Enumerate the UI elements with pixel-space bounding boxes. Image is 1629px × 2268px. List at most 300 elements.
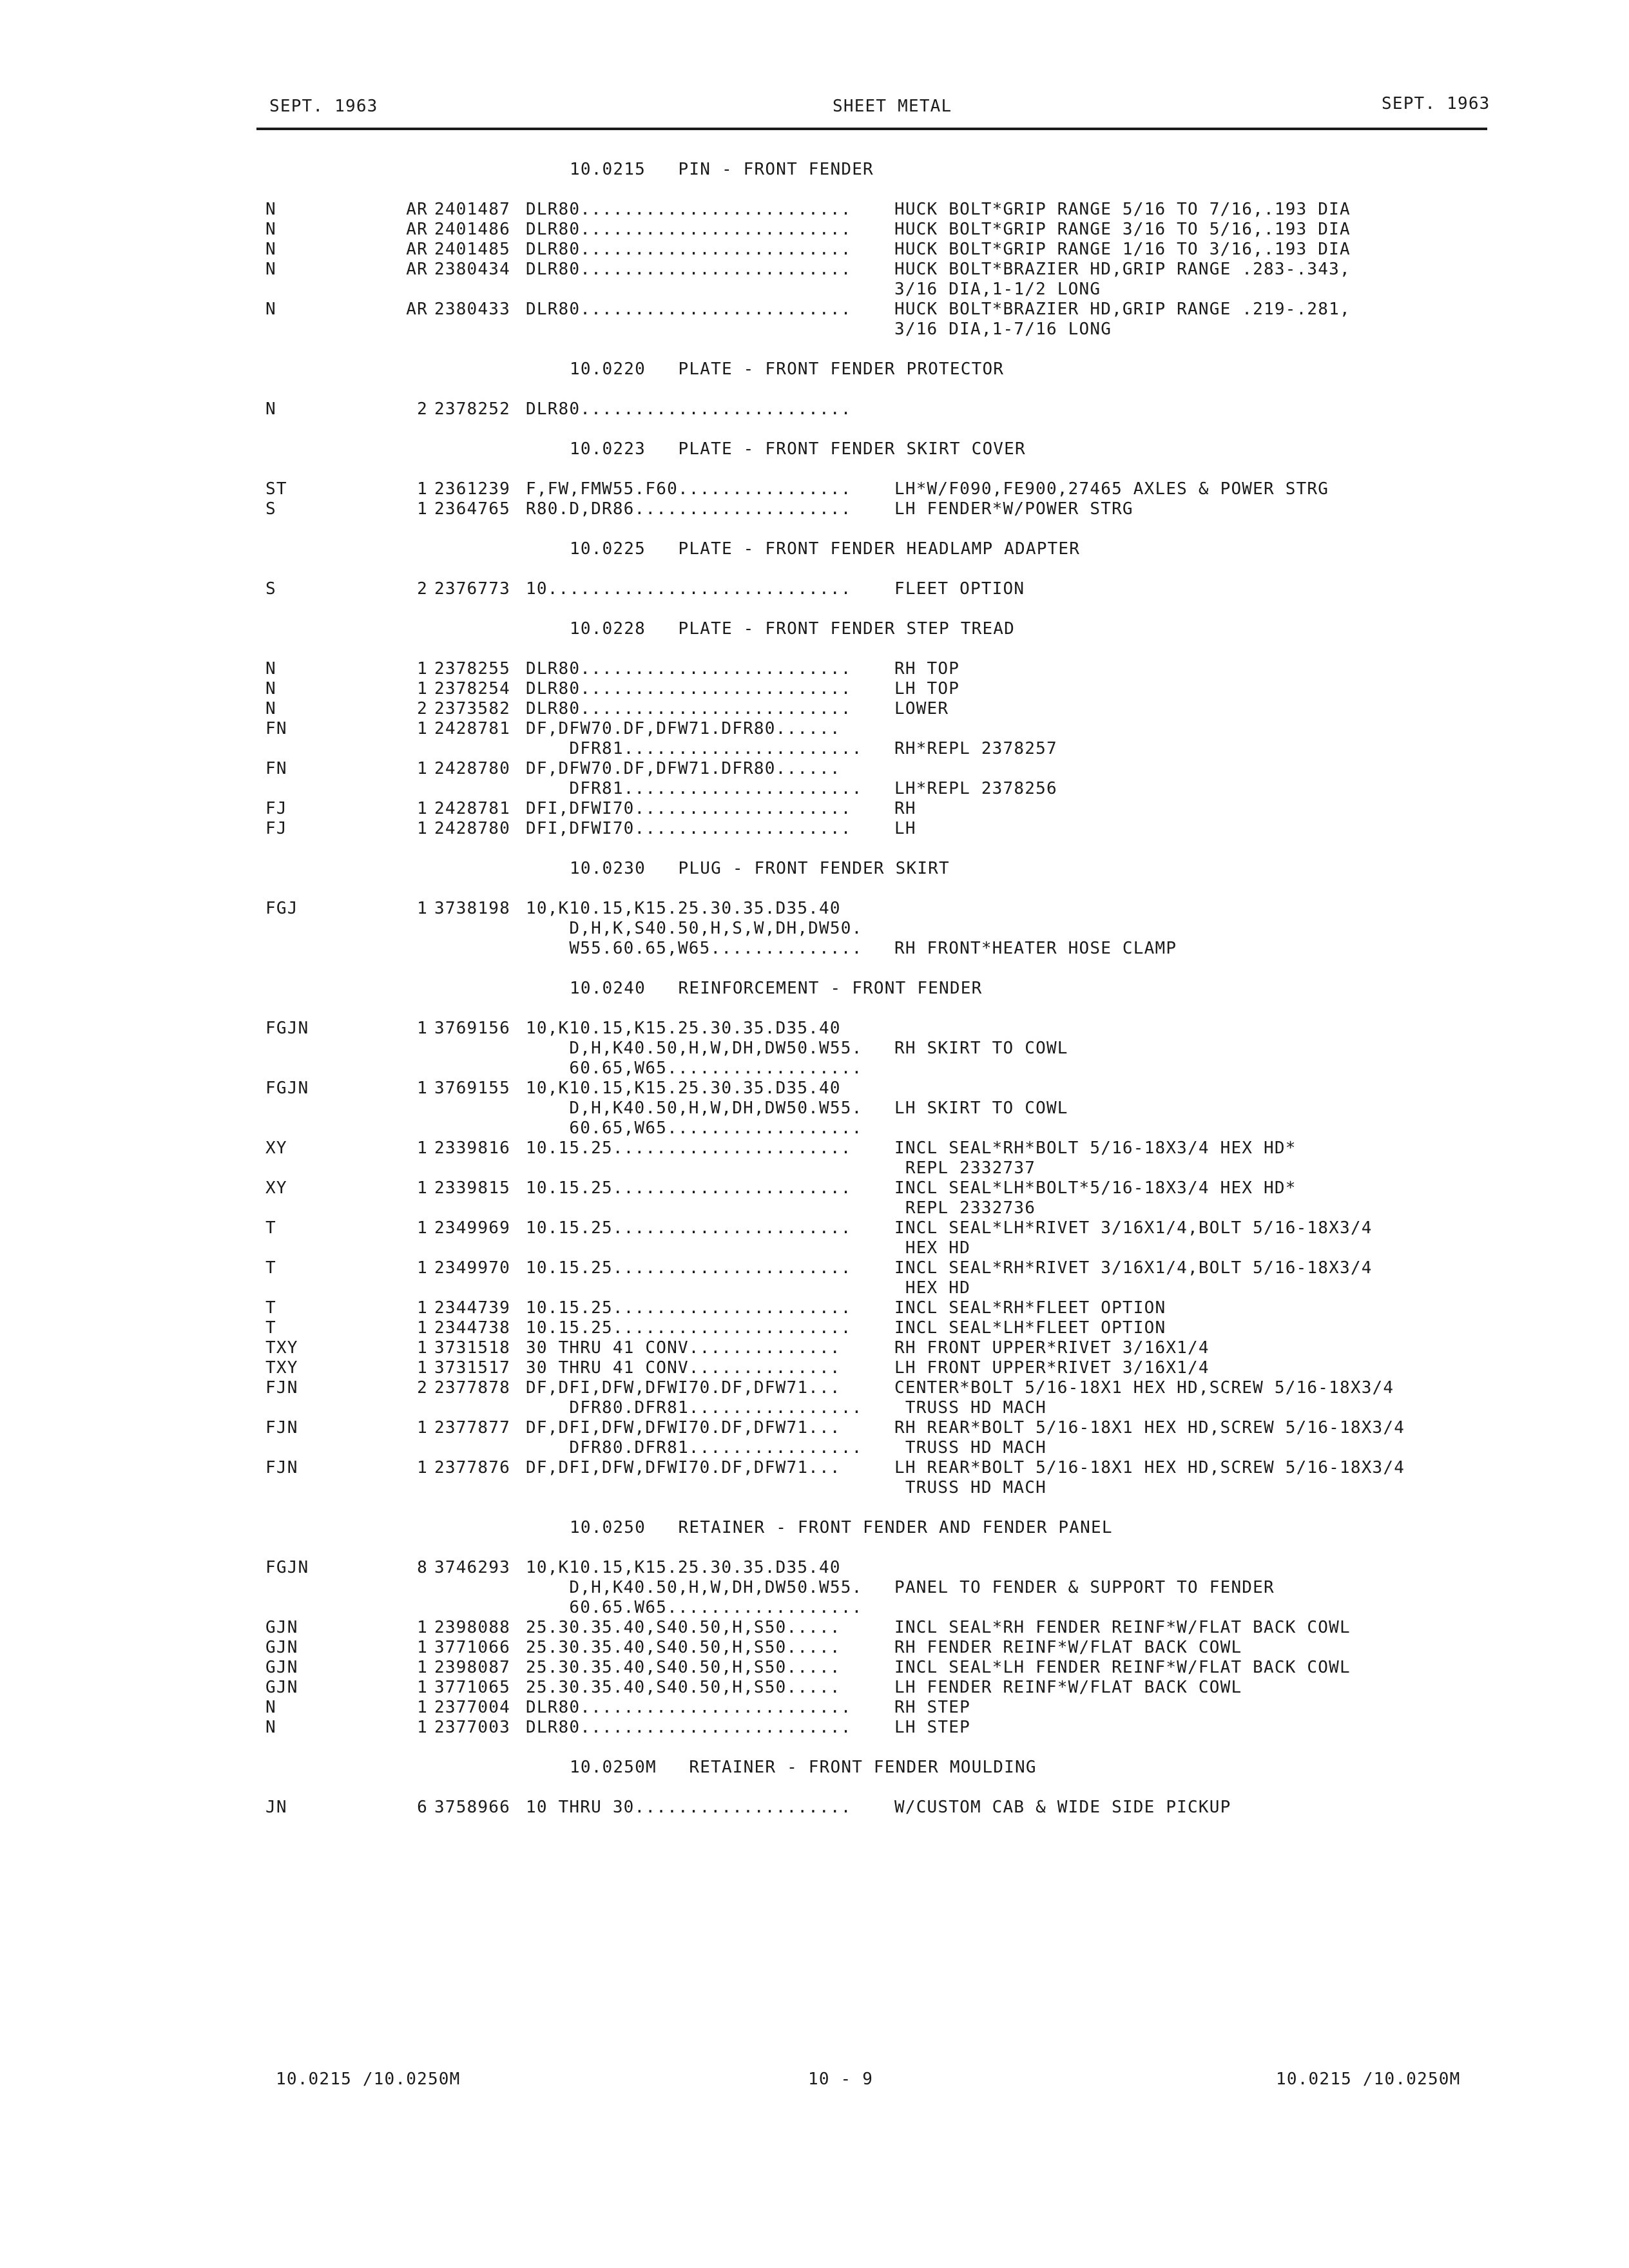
quantity (402, 1438, 428, 1458)
description: HUCK BOLT*BRAZIER HD,GRIP RANGE .219-.281, (894, 300, 1351, 319)
usage-code (265, 1478, 402, 1498)
section-heading (265, 1758, 1490, 1778)
application: D,H,K40.50,H,W,DH,DW50.W55. (526, 1099, 863, 1118)
description: 3/16 DIA,1-1/2 LONG (894, 280, 1101, 299)
part-line (265, 1598, 1490, 1618)
application: DLR80......................... (526, 1698, 852, 1717)
part-line (265, 579, 1490, 599)
quantity: 1 (417, 1658, 428, 1677)
part-line (265, 1278, 1490, 1298)
section-heading (265, 619, 1490, 639)
description: HEX HD (894, 1278, 970, 1298)
quantity: 1 (417, 1318, 428, 1338)
part-line (265, 1238, 1490, 1258)
usage-code: T (265, 1318, 276, 1338)
part-line (265, 1298, 1490, 1318)
application (526, 1238, 894, 1258)
quantity: AR (406, 240, 428, 259)
application: F,FW,FMW55.F60................ (526, 479, 852, 499)
section-heading (265, 360, 1490, 380)
application: W55.60.65,W65.............. (526, 939, 863, 958)
application: D,H,K,S40.50,H,S,W,DH,DW50. (526, 919, 863, 938)
application: 10.15.25...................... (526, 1318, 852, 1338)
quantity (402, 1598, 428, 1618)
part-line (265, 1438, 1490, 1458)
quantity: 1 (417, 1458, 428, 1477)
quantity (402, 1158, 428, 1178)
description (894, 719, 1474, 739)
application: 10.15.25...................... (526, 1218, 852, 1238)
part-line (265, 1218, 1490, 1238)
section-gap (265, 180, 1490, 200)
part-number: 2428781 (434, 799, 510, 818)
parts-list (265, 160, 1490, 1818)
usage-code (265, 739, 402, 759)
usage-code: FGJN (265, 1079, 309, 1098)
description: INCL SEAL*LH FENDER REINF*W/FLAT BACK COWL (894, 1658, 1351, 1677)
quantity (402, 1478, 428, 1498)
section-gap (265, 599, 1490, 619)
quantity: 1 (417, 1218, 428, 1238)
usage-code (265, 1438, 402, 1458)
description (894, 399, 1474, 419)
part-number: 2349970 (434, 1258, 510, 1278)
quantity: 1 (417, 1698, 428, 1717)
application (526, 280, 894, 300)
description: REPL 2332736 (894, 1198, 1036, 1218)
application: 10 THRU 30.................... (526, 1798, 852, 1817)
part-number: 2378255 (434, 659, 510, 678)
description (894, 1059, 1474, 1079)
part-number: 2377876 (434, 1458, 510, 1477)
application (526, 1198, 894, 1218)
usage-code (265, 320, 402, 340)
description: INCL SEAL*RH*BOLT 5/16-18X3/4 HEX HD* (894, 1139, 1296, 1158)
description (894, 1598, 1474, 1618)
part-number: 2361239 (434, 479, 510, 499)
section-gap (265, 959, 1490, 979)
section-heading (265, 1518, 1490, 1538)
quantity: 1 (417, 759, 428, 778)
part-line (265, 779, 1490, 799)
usage-code: FJ (265, 799, 287, 818)
usage-code: FGJN (265, 1558, 309, 1577)
application: DFR80.DFR81................ (526, 1398, 863, 1418)
usage-code: N (265, 300, 276, 319)
description (894, 919, 1474, 939)
usage-code: N (265, 659, 276, 678)
section-title: REINFORCEMENT - FRONT FENDER (678, 979, 983, 998)
header-date-left: SEPT. 1963 (269, 97, 378, 116)
section-gap (265, 1738, 1490, 1758)
description: INCL SEAL*RH*RIVET 3/16X1/4,BOLT 5/16-18X3/4 (894, 1258, 1373, 1278)
section-heading (265, 979, 1490, 999)
quantity: 1 (417, 1079, 428, 1098)
usage-code: FN (265, 719, 287, 738)
part-line (265, 240, 1490, 260)
quantity (402, 1238, 428, 1258)
section-heading (265, 439, 1490, 459)
usage-code (265, 1198, 402, 1218)
description: FLEET OPTION (894, 579, 1025, 599)
part-number: 2380434 (434, 260, 510, 279)
part-line (265, 1418, 1490, 1438)
quantity (402, 280, 428, 300)
section-code: 10.0250 (570, 1518, 646, 1537)
application: 10.15.25...................... (526, 1139, 852, 1158)
description: CENTER*BOLT 5/16-18X1 HEX HD,SCREW 5/16-18X3/4 (894, 1378, 1394, 1398)
part-line (265, 1079, 1490, 1099)
description: RH REAR*BOLT 5/16-18X1 HEX HD,SCREW 5/16-18X3/4 (894, 1418, 1405, 1437)
part-line (265, 1458, 1490, 1478)
quantity: 1 (417, 719, 428, 738)
description: TRUSS HD MACH (894, 1478, 1046, 1497)
usage-code: T (265, 1298, 276, 1318)
section-code: 10.0240 (570, 979, 646, 998)
application: 10............................ (526, 579, 852, 599)
application: 10.15.25...................... (526, 1178, 852, 1198)
description: HUCK BOLT*GRIP RANGE 1/16 TO 3/16,.193 DIA (894, 240, 1351, 259)
usage-code: FJ (265, 819, 287, 838)
usage-code: N (265, 399, 276, 419)
quantity: 8 (417, 1558, 428, 1577)
quantity: 1 (417, 679, 428, 698)
part-number: 2377004 (434, 1698, 510, 1717)
part-number: 3738198 (434, 899, 510, 918)
description: LH*W/F090,FE900,27465 AXLES & POWER STRG (894, 479, 1329, 499)
description: RH STEP (894, 1698, 970, 1717)
quantity: AR (406, 260, 428, 279)
application (526, 320, 894, 340)
application: DFR81...................... (526, 739, 863, 758)
application: 60.65,W65.................. (526, 1059, 863, 1078)
section-gap (265, 380, 1490, 399)
application: DF,DFW70.DF,DFW71.DFR80...... (526, 759, 841, 778)
part-number (428, 1598, 526, 1618)
quantity (402, 1398, 428, 1418)
quantity (402, 320, 428, 340)
quantity: 1 (417, 1718, 428, 1737)
usage-code: GJN (265, 1658, 298, 1677)
part-number (428, 1438, 526, 1458)
usage-code: FJN (265, 1458, 298, 1477)
description: RH SKIRT TO COWL (894, 1039, 1068, 1058)
application: 25.30.35.40,S40.50,H,S50..... (526, 1638, 841, 1657)
usage-code (265, 919, 402, 939)
application: DLR80......................... (526, 240, 852, 259)
section-heading (265, 160, 1490, 180)
quantity: 1 (417, 1358, 428, 1378)
usage-code: N (265, 679, 276, 698)
quantity: 1 (417, 1298, 428, 1318)
quantity: 1 (417, 1178, 428, 1198)
quantity: 1 (417, 1678, 428, 1697)
section-gap (265, 419, 1490, 439)
part-number: 3769156 (434, 1019, 510, 1038)
part-number: 2377878 (434, 1378, 510, 1398)
description: TRUSS HD MACH (894, 1398, 1046, 1418)
part-number: 2364765 (434, 499, 510, 519)
part-number: 2339816 (434, 1139, 510, 1158)
usage-code: N (265, 1718, 276, 1737)
description: INCL SEAL*LH*BOLT*5/16-18X3/4 HEX HD* (894, 1178, 1296, 1198)
quantity (402, 1059, 428, 1079)
usage-code (265, 939, 402, 959)
part-number: 2377877 (434, 1418, 510, 1437)
application: DFI,DFWI70.................... (526, 819, 852, 838)
application: DLR80......................... (526, 220, 852, 239)
application: DLR80......................... (526, 659, 852, 678)
quantity: 1 (417, 1139, 428, 1158)
usage-code: T (265, 1258, 276, 1278)
description: RH*REPL 2378257 (894, 739, 1057, 758)
usage-code: ST (265, 479, 287, 499)
part-line (265, 739, 1490, 759)
description: LH SKIRT TO COWL (894, 1099, 1068, 1118)
usage-code (265, 1578, 402, 1598)
application: DFR81...................... (526, 779, 863, 798)
part-line (265, 1039, 1490, 1059)
usage-code: XY (265, 1178, 287, 1198)
usage-code: TXY (265, 1338, 298, 1358)
usage-code: N (265, 1698, 276, 1717)
part-line (265, 1019, 1490, 1039)
part-number: 2401486 (434, 220, 510, 239)
section-code: 10.0223 (570, 439, 646, 459)
application: DLR80......................... (526, 260, 852, 279)
part-line (265, 679, 1490, 699)
quantity: 1 (417, 799, 428, 818)
footer-range-left: 10.0215 /10.0250M (276, 2070, 461, 2089)
part-line (265, 479, 1490, 499)
description (894, 759, 1474, 779)
quantity: 1 (417, 499, 428, 519)
description (894, 1019, 1474, 1039)
description: LH FENDER REINF*W/FLAT BACK COWL (894, 1678, 1242, 1697)
usage-code (265, 1119, 402, 1139)
header-rule (256, 128, 1487, 130)
usage-code: FJN (265, 1378, 298, 1398)
quantity: 1 (417, 1418, 428, 1437)
section-gap (265, 879, 1490, 899)
part-number: 3771066 (434, 1638, 510, 1657)
part-number: 2428780 (434, 819, 510, 838)
part-line (265, 759, 1490, 779)
application: 10.15.25...................... (526, 1258, 852, 1278)
part-line (265, 1798, 1490, 1818)
section-heading (265, 539, 1490, 559)
description (894, 1119, 1474, 1139)
usage-code (265, 280, 402, 300)
part-line (265, 200, 1490, 220)
part-number (428, 320, 526, 340)
usage-code: JN (265, 1798, 287, 1817)
part-number: 2339815 (434, 1178, 510, 1198)
usage-code (265, 1158, 402, 1178)
quantity (402, 939, 428, 959)
part-line (265, 1398, 1490, 1418)
section-code: 10.0250M (570, 1758, 657, 1777)
part-number: 2428780 (434, 759, 510, 778)
description: INCL SEAL*LH*FLEET OPTION (894, 1318, 1166, 1338)
description (894, 899, 1474, 919)
usage-code: GJN (265, 1638, 298, 1657)
section-title: PLATE - FRONT FENDER STEP TREAD (678, 619, 1015, 639)
quantity: 1 (417, 1638, 428, 1657)
section-gap (265, 559, 1490, 579)
quantity: 1 (417, 1618, 428, 1637)
section-gap (265, 1538, 1490, 1558)
section-gap (265, 839, 1490, 859)
quantity: 2 (417, 579, 428, 599)
part-line (265, 1119, 1490, 1139)
header-title: SHEET METAL (833, 97, 952, 116)
part-number (428, 919, 526, 939)
part-line (265, 1358, 1490, 1378)
part-number: 2344738 (434, 1318, 510, 1338)
description: W/CUSTOM CAB & WIDE SIDE PICKUP (894, 1798, 1231, 1817)
description: LH (894, 819, 916, 838)
part-number (428, 779, 526, 799)
quantity: 1 (417, 479, 428, 499)
part-number: 2349969 (434, 1218, 510, 1238)
part-number: 3758966 (434, 1798, 510, 1817)
application: D,H,K40.50,H,W,DH,DW50.W55. (526, 1578, 863, 1597)
description: LH REAR*BOLT 5/16-18X1 HEX HD,SCREW 5/16-18X3/4 (894, 1458, 1405, 1477)
application: 25.30.35.40,S40.50,H,S50..... (526, 1618, 841, 1637)
part-number (428, 1099, 526, 1119)
part-line (265, 1198, 1490, 1218)
part-number: 2376773 (434, 579, 510, 599)
usage-code: S (265, 499, 276, 519)
part-number: 3731518 (434, 1338, 510, 1358)
part-number (428, 1578, 526, 1598)
part-number: 2373582 (434, 699, 510, 718)
header-date-right: SEPT. 1963 (1382, 94, 1490, 113)
usage-code (265, 1099, 402, 1119)
part-number: 2344739 (434, 1298, 510, 1318)
section-gap (265, 1778, 1490, 1798)
quantity: 1 (417, 899, 428, 918)
application (526, 1158, 894, 1178)
part-number (428, 280, 526, 300)
usage-code: GJN (265, 1618, 298, 1637)
description: HUCK BOLT*GRIP RANGE 5/16 TO 7/16,.193 DIA (894, 200, 1351, 219)
description (894, 1079, 1474, 1099)
application: 10,K10.15,K15.25.30.35.D35.40 (526, 899, 841, 918)
application: DF,DFI,DFW,DFWI70.DF,DFW71... (526, 1458, 841, 1477)
application: 25.30.35.40,S40.50,H,S50..... (526, 1678, 841, 1697)
part-line (265, 899, 1490, 919)
application: D,H,K40.50,H,W,DH,DW50.W55. (526, 1039, 863, 1058)
part-line (265, 819, 1490, 839)
application: 60.65,W65.................. (526, 1119, 863, 1138)
section-code: 10.0228 (570, 619, 646, 639)
part-line (265, 320, 1490, 340)
part-number: 2380433 (434, 300, 510, 319)
usage-code: FGJN (265, 1019, 309, 1038)
part-number: 2401485 (434, 240, 510, 259)
part-number (428, 1198, 526, 1218)
usage-code: T (265, 1218, 276, 1238)
quantity (402, 1119, 428, 1139)
description: INCL SEAL*RH FENDER REINF*W/FLAT BACK COWL (894, 1618, 1351, 1637)
part-number: 2378254 (434, 679, 510, 698)
part-line (265, 300, 1490, 320)
section-title: PLATE - FRONT FENDER SKIRT COVER (678, 439, 1026, 459)
part-number (428, 1039, 526, 1059)
quantity: 1 (417, 1338, 428, 1358)
quantity: AR (406, 220, 428, 239)
quantity: 1 (417, 1258, 428, 1278)
quantity: AR (406, 200, 428, 219)
part-line (265, 659, 1490, 679)
part-line (265, 1698, 1490, 1718)
description: LH FRONT UPPER*RIVET 3/16X1/4 (894, 1358, 1210, 1378)
usage-code (265, 779, 402, 799)
section-code: 10.0230 (570, 859, 646, 878)
quantity: 1 (417, 1019, 428, 1038)
description: LOWER (894, 699, 949, 718)
application: DLR80......................... (526, 679, 852, 698)
usage-code: FGJ (265, 899, 298, 918)
application: DFR80.DFR81................ (526, 1438, 863, 1457)
section-gap (265, 639, 1490, 659)
section-title: PIN - FRONT FENDER (678, 160, 874, 179)
part-line (265, 919, 1490, 939)
application: DLR80......................... (526, 399, 852, 419)
application: 30 THRU 41 CONV.............. (526, 1358, 841, 1378)
part-line (265, 1658, 1490, 1678)
description: TRUSS HD MACH (894, 1438, 1046, 1457)
application (526, 1478, 894, 1498)
quantity (402, 919, 428, 939)
part-line (265, 1099, 1490, 1119)
usage-code (265, 1059, 402, 1079)
part-line (265, 1338, 1490, 1358)
description: INCL SEAL*RH*FLEET OPTION (894, 1298, 1166, 1318)
quantity: 1 (417, 819, 428, 838)
part-number: 2398087 (434, 1658, 510, 1677)
part-number: 2428781 (434, 719, 510, 738)
part-line (265, 499, 1490, 519)
part-line (265, 1158, 1490, 1178)
quantity: 2 (417, 699, 428, 718)
application: DLR80......................... (526, 300, 852, 319)
quantity (402, 1039, 428, 1059)
part-line (265, 1318, 1490, 1338)
usage-code: FJN (265, 1418, 298, 1437)
part-line (265, 1618, 1490, 1638)
quantity (402, 1099, 428, 1119)
quantity (402, 1578, 428, 1598)
application: 10,K10.15,K15.25.30.35.D35.40 (526, 1558, 841, 1577)
application: 10.15.25...................... (526, 1298, 852, 1318)
quantity (402, 739, 428, 759)
part-line (265, 280, 1490, 300)
part-line (265, 939, 1490, 959)
quantity (402, 1278, 428, 1298)
part-number: 3771065 (434, 1678, 510, 1697)
usage-code: N (265, 260, 276, 279)
part-number (428, 1158, 526, 1178)
usage-code (265, 1278, 402, 1298)
section-code: 10.0225 (570, 539, 646, 559)
section-code: 10.0220 (570, 360, 646, 379)
part-line (265, 1378, 1490, 1398)
section-code: 10.0215 (570, 160, 646, 179)
section-heading (265, 859, 1490, 879)
